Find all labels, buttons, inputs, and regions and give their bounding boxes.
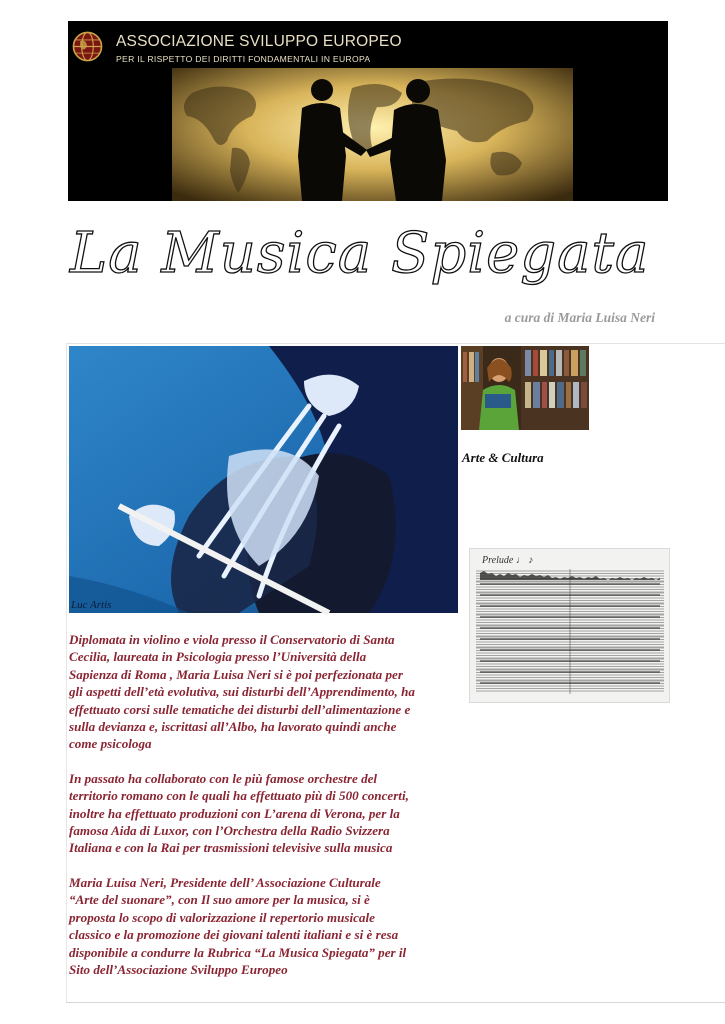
globe-logo-icon [71,30,104,63]
cello-player-painting [69,346,458,613]
handshake-world-map-image [172,68,573,201]
article-body [69,631,458,995]
paragraph-association: Maria Luisa Neri, Presidente dell’ Associazione Culturale “Arte del suonare”, con Il suo amore per la musica, si è proposta lo scopo di valorizzazione il repertorio musicale classico e la promozione dei giovani talenti italiani e si è resa disponibile a condurre la Rubrica “La Musica Spiegata” per il Sito dell’Associazione Sviluppo Europeo [69,874,407,977]
handwritten-music-score-image [469,548,670,703]
article-title [68,208,650,293]
header-banner [68,21,668,201]
paragraph-education: Diplomata in violino e viola presso il Conservatorio di Santa Cecilia, laureata in Psicologia presso l’Università della Sapienza di Roma , Maria Luisa Neri si è poi perfezionata per gli aspetti dell’età evolutiva, sui disturbi dell’Apprendimento, ha effettuato corsi sulle tematiche dei disturbi dell’alimentazione e sulla devianza e, iscrittasi all’Albo, ha lavorato quindi anche come psicologa [69,632,415,752]
paragraph-career: In passato ha collaborato con le più famose orchestre del territorio romano con le quali ha effettuato più di 500 concerti, inoltre ha effettuato produzioni con L’arena di Verona, per la famosa Aida di Luxor, con l’Orchestra della Radio Svizzera Italiana e con la Rai per trasmissioni televisive sulla musica [69,770,409,856]
svg-text:Luc Artis: Luc Artis [71,599,112,611]
svg-text:Prelude ♩ ♪: Prelude ♩ ♪ [482,555,534,566]
content-divider-bottom [66,1002,725,1003]
content-divider-left [66,343,67,1003]
teacher-portrait-photo [461,346,589,430]
organization-name: ASSOCIAZIONE SVILUPPO EUROPEO [116,33,402,50]
organization-motto: PER IL RISPETTO DEI DIRITTI FONDAMENTALI IN EUROPA [116,54,371,64]
svg-text:La Musica Spiegata: La Musica Spiegata [70,221,650,286]
content-divider-top [66,343,725,344]
section-label: Arte & Cultura [462,450,544,465]
author-byline: a cura di Maria Luisa Neri [504,310,655,325]
